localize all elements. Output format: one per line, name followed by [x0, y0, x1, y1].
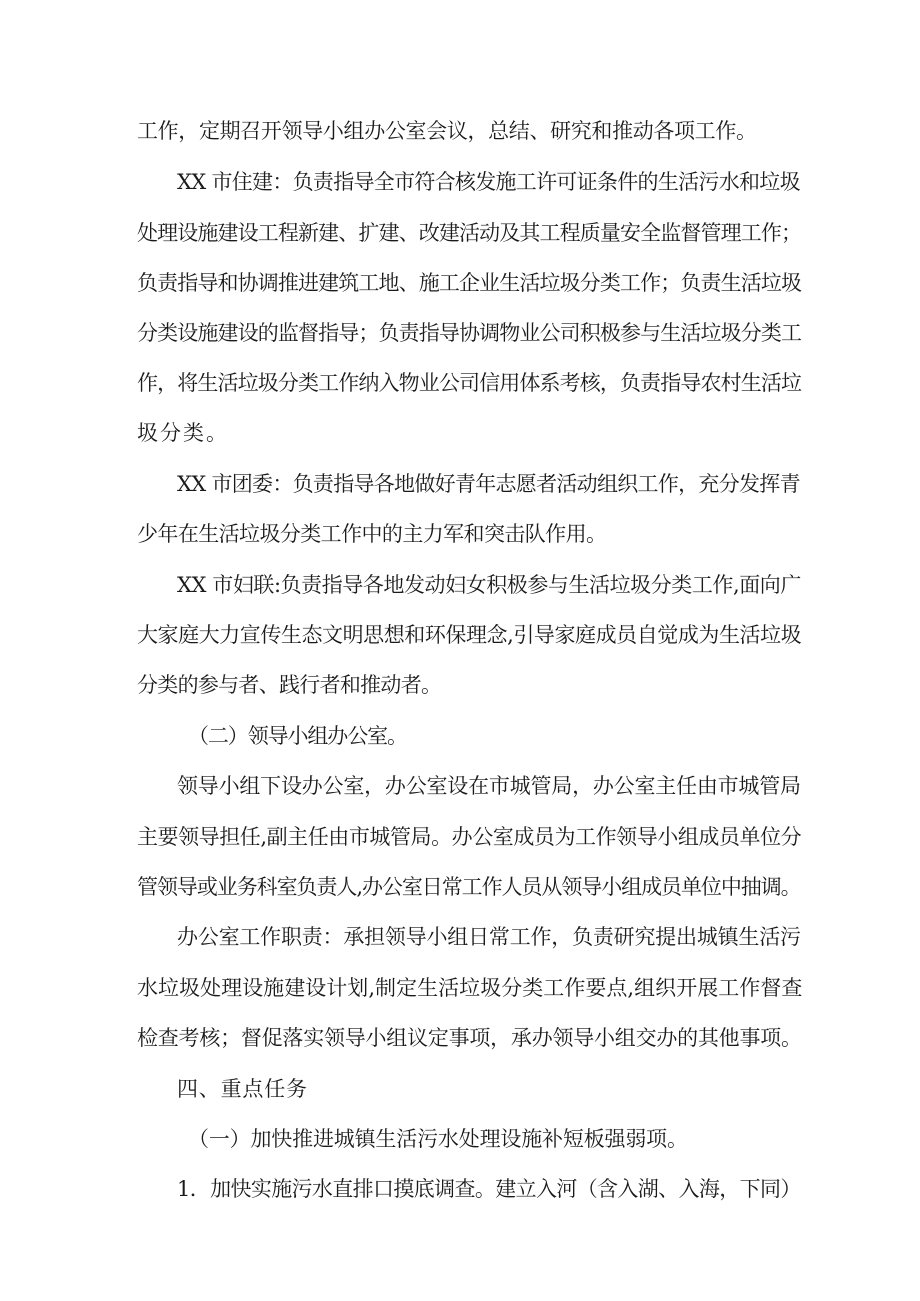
paragraph-line: 领导小组下设办公室，办公室设在市城管局，办公室主任由市城管局 — [177, 774, 801, 798]
paragraph-line: 作，将生活垃圾分类工作纳入物业公司信用体系考核，负责指导农村生活垃 — [137, 371, 802, 395]
section-heading: （一）加快推进城镇生活污水处理设施补短板强弱项。 — [188, 1127, 688, 1151]
paragraph-line: 分类的参与者、践行者和推动者。 — [137, 673, 442, 697]
paragraph-line: XX 市妇联:负责指导各地发动妇女积极参与生活垃圾分类工作,面向广 — [177, 573, 801, 597]
paragraph-line: XX 市住建：负责指导全市符合核发施工许可证条件的生活污水和垃圾 — [177, 170, 800, 194]
paragraph-line: 检查考核；督促落实领导小组议定事项，承办领导小组交办的其他事项。 — [137, 1026, 802, 1050]
paragraph-line: 处理设施建设工程新建、扩建、改建活动及其工程质量安全监督管理工作； — [137, 221, 802, 245]
paragraph-line: 主要领导担任,副主任由市城管局。办公室成员为工作领导小组成员单位分 — [137, 825, 802, 849]
section-heading: （二）领导小组办公室。 — [188, 724, 407, 748]
paragraph-line: 1．加快实施污水直排口摸底调查。建立入河（含入湖、入海，下同） — [177, 1177, 801, 1201]
section-heading: 四、重点任务 — [177, 1077, 308, 1101]
paragraph-line: 负责指导和协调推进建筑工地、施工企业生活垃圾分类工作；负责生活垃圾 — [137, 271, 802, 295]
paragraph-line: 大家庭大力宣传生态文明思想和环保理念,引导家庭成员自觉成为生活垃圾 — [137, 623, 802, 647]
paragraph-line: 分类设施建设的监督指导；负责指导协调物业公司积极参与生活垃圾分类工 — [137, 321, 802, 345]
paragraph-line: 水垃圾处理设施建设计划,制定生活垃圾分类工作要点,组织开展工作督查 — [137, 976, 803, 1000]
paragraph-line: 圾分类。 — [137, 421, 229, 445]
paragraph-line: 办公室工作职责：承担领导小组日常工作，负责研究提出城镇生活污 — [177, 925, 801, 949]
paragraph-line: 管领导或业务科室负责人,办公室日常工作人员从领导小组成员单位中抽调。 — [137, 875, 801, 899]
paragraph-line: XX 市团委：负责指导各地做好青年志愿者活动组织工作，充分发挥青 — [177, 472, 800, 496]
paragraph-line: 少年在生活垃圾分类工作中的主力军和突击队作用。 — [137, 522, 607, 546]
paragraph-line: 工作，定期召开领导小组办公室会议，总结、研究和推动各项工作。 — [137, 119, 757, 143]
